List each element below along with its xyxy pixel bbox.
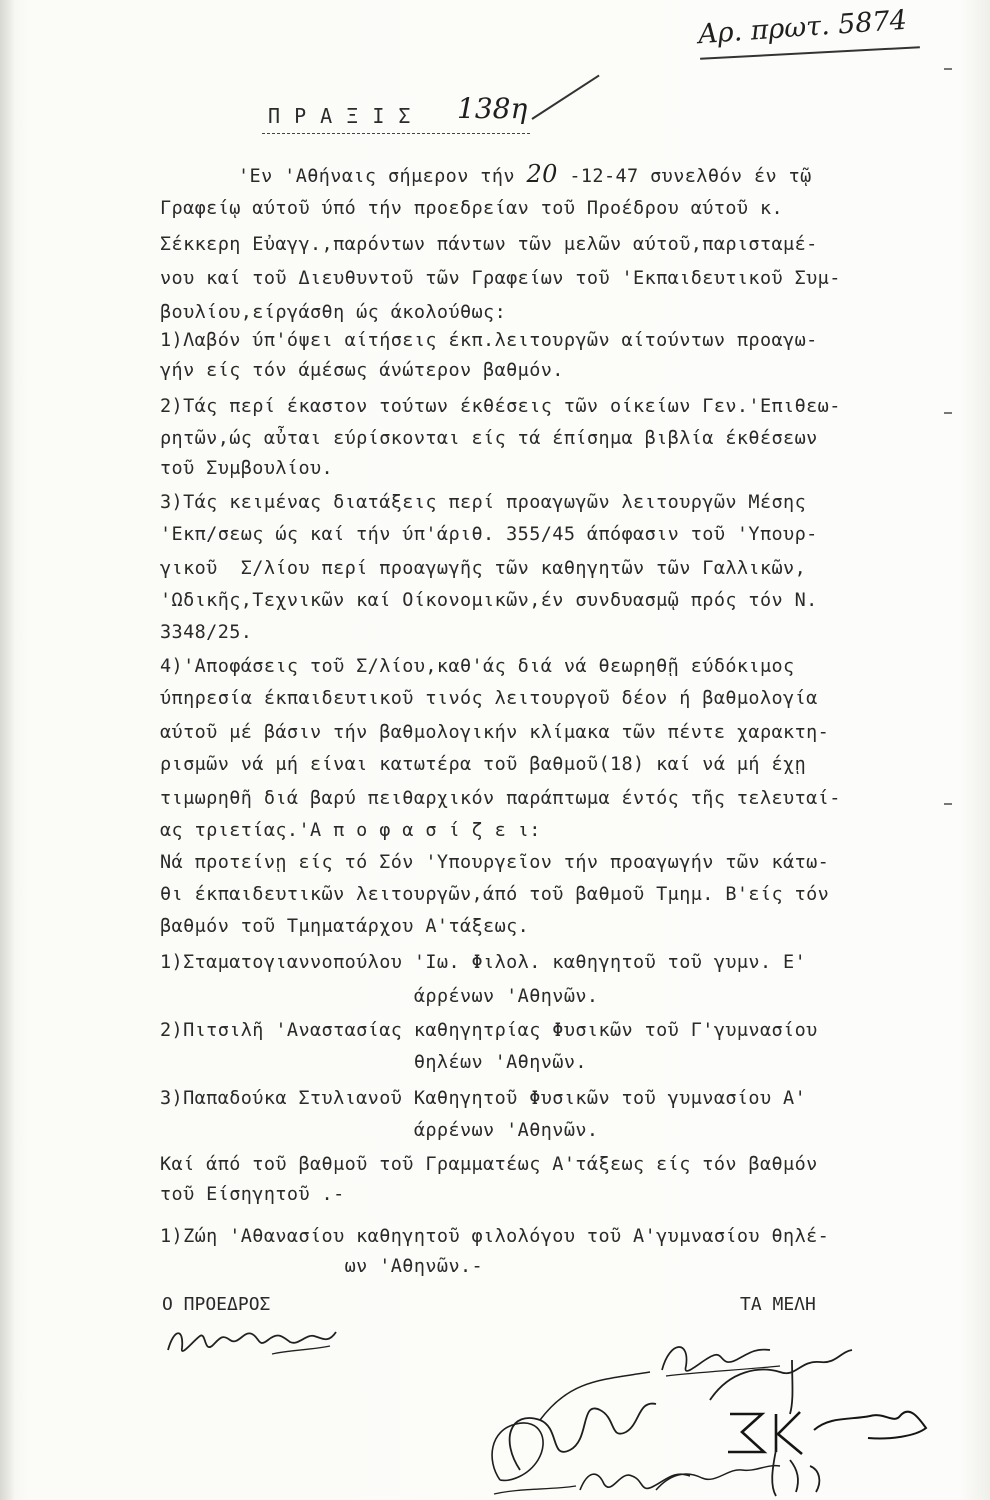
body-line: βαθμόν τοῦ Τμηματάρχου Α'τάξεως.: [160, 916, 530, 937]
body-line: τοῦ Είσηγητοῦ .-: [160, 1184, 345, 1205]
body-line: 'Εκπ/σεως ώς καί τήν ύπ'άριθ. 355/45 άπόφασιν τοῦ 'Υπουρ-: [160, 524, 818, 545]
title-dashed-underline: [262, 133, 530, 134]
body-line: τοῦ Συμβουλίου.: [160, 458, 334, 479]
reference-number: Αρ. πρωτ. 5874: [697, 4, 908, 51]
body-line: Γραφείῳ αύτοῦ ύπό τήν προεδρείαν τοῦ Προέδρου αύτοῦ κ.: [160, 198, 784, 219]
margin-mark: [944, 68, 952, 70]
margin-mark: [944, 803, 952, 805]
body-line: ων 'Αθηνῶν.-: [160, 1256, 484, 1277]
body-line: 3)Παπαδούκα Στυλιανοῦ Καθηγητοῦ Φυσικῶν τοῦ γυμνασίου Α': [160, 1088, 807, 1109]
body-line: ας τριετίας.'Α π ο φ α σ ί ζ ε ι:: [160, 820, 541, 841]
body-line: θηλέων 'Αθηνῶν.: [160, 1052, 587, 1073]
body-line: αύτοῦ μέ βάσιν τήν βαθμολογικήν κλίμακα τῶν πέντε χαρακτη-: [160, 722, 830, 743]
body-line: βουλίου,είργάσθη ώς άκολούθως:: [160, 302, 507, 323]
intro-line: [238, 160, 812, 188]
body-line: άρρένων 'Αθηνῶν.: [160, 986, 599, 1007]
body-line: τιμωρηθῆ διά βαρύ πειθαρχικόν παράπτωμα έντός τῆς τελευταί-: [160, 788, 841, 809]
body-line: Σέκκερη Εὐαγγ.,παρόντων πάντων τῶν μελῶν αύτοῦ,παρισταμέ-: [160, 234, 818, 255]
intro-part-2: -12-47 συνελθόν έν τῷ: [569, 166, 812, 187]
president-title: Ο ΠΡΟΕΔΡΟΣ: [162, 1294, 271, 1315]
body-line: ρητῶν,ώς αὖται εύρίσκονται είς τά έπίσημα βιβλία έκθέσεων: [160, 428, 818, 449]
body-line: 2)Πιτσιλῆ 'Αναστασίας καθηγητρίας Φυσικῶν τοῦ Γ'γυμνασίου: [160, 1020, 818, 1041]
body-line: γικοῦ Σ/λίου περί προαγωγῆς τῶν καθηγητῶν τῶν Γαλλικῶν,: [160, 558, 807, 579]
body-line: 1)Σταματογιαννοπούλου 'Ιω. Φιλολ. καθηγητοῦ τοῦ γυμν. Ε': [160, 952, 807, 973]
body-line: νου καί τοῦ Διευθυντοῦ τῶν Γραφείων τοῦ 'Εκπαιδευτικοῦ Συμ-: [160, 268, 841, 289]
handwritten-stroke: [531, 75, 599, 120]
body-line: γήν είς τόν άμέσως άνώτερον βαθμόν.: [160, 360, 564, 381]
body-line: 'Ωδικῆς,Τεχνικῶν καί Οίκονομικῶν,έν συνδυασμῷ πρός τόν Ν.: [160, 590, 818, 611]
body-line: 3348/25.: [160, 622, 253, 643]
body-line: άρρένων 'Αθηνῶν.: [160, 1120, 599, 1141]
body-line: Νά προτείνῃ είς τό Σόν 'Υπουργεῖον τήν προαγωγήν τῶν κάτω-: [160, 852, 830, 873]
document-title: Π Ρ Α Ξ Ι Σ: [268, 104, 412, 128]
body-line: 1)Ζώη 'Αθανασίου καθηγητοῦ φιλολόγου τοῦ Α'γυμνασίου θηλέ-: [160, 1226, 830, 1247]
binding-edge: [0, 0, 14, 1500]
handwritten-date-day: 20: [526, 160, 558, 188]
body-line: 2)Τάς περί έκαστον τούτων έκθέσεις τῶν οίκείων Γεν.'Επιθεω-: [160, 396, 841, 417]
members-signatures: [480, 1320, 940, 1500]
body-line: 4)'Αποφάσεις τοῦ Σ/λίου,καθ'άς διά νά θεωρηθῇ εύδόκιμος: [160, 656, 795, 677]
body-line: ρισμῶν νά μή είναι κατωτέρα τοῦ βαθμοῦ(18) καί νά μή έχῃ: [160, 754, 807, 775]
intro-part-1: 'Εν 'Αθήναις σήμερον τήν: [238, 166, 515, 187]
title-handwritten-number: 138η: [457, 92, 528, 125]
margin-mark: [944, 412, 952, 414]
body-line: θι έκπαιδευτικῶν λειτουργῶν,άπό τοῦ βαθμοῦ Τμημ. Β'είς τόν: [160, 884, 830, 905]
president-signature: [160, 1310, 360, 1370]
reference-underline: [700, 46, 920, 60]
body-line: 3)Τάς κειμένας διατάξεις περί προαγωγῶν λειτουργῶν Μέσης: [160, 492, 807, 513]
body-line: ύπηρεσία έκπαιδευτικοῦ τινός λειτουργοῦ δέον ή βαθμολογία: [160, 688, 818, 709]
members-title: ΤΑ ΜΕΛΗ: [740, 1294, 816, 1315]
body-line: 1)Λαβόν ύπ'όψει αίτήσεις έκπ.λειτουργῶν αίτούντων προαγω-: [160, 330, 818, 351]
body-line: Καί άπό τοῦ βαθμοῦ τοῦ Γραμματέως Α'τάξεως είς τόν βαθμόν: [160, 1154, 818, 1175]
